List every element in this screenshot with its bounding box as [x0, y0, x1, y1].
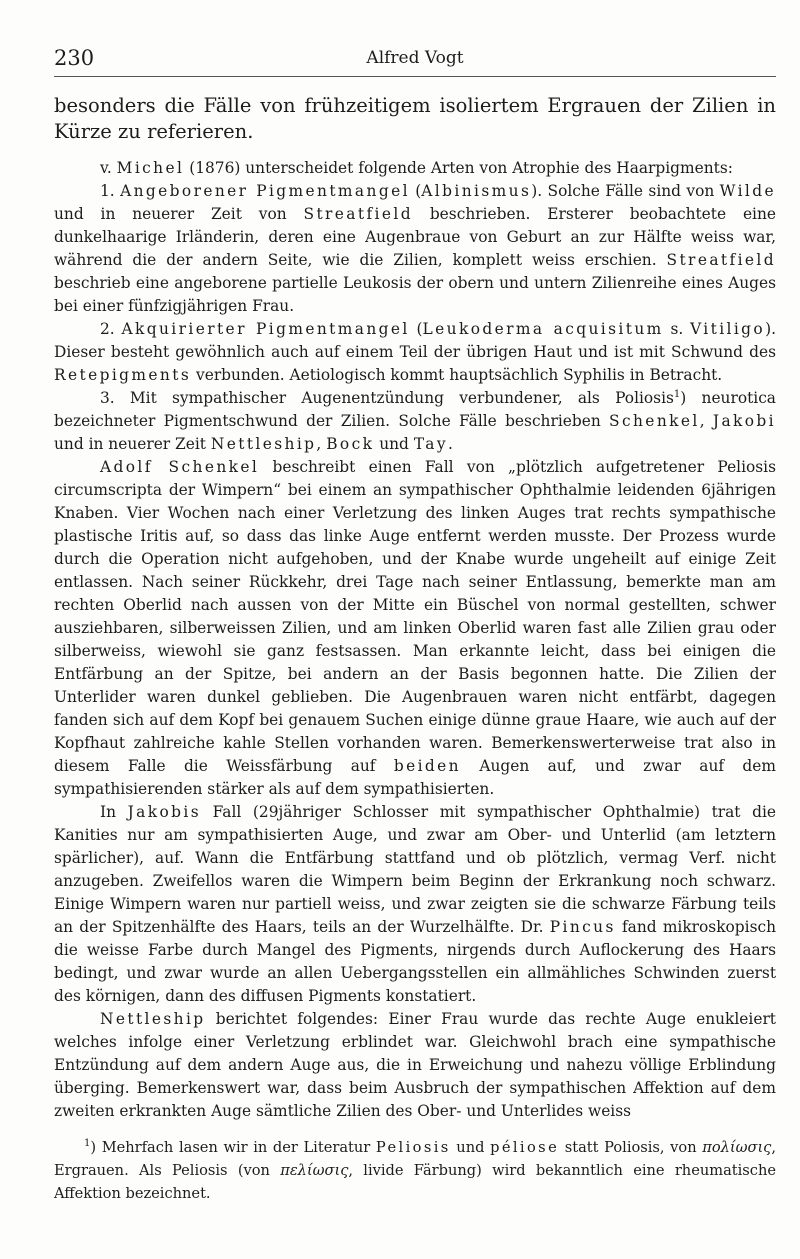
- text-run: (1876) unterscheidet folgende Arten von Atrophie des Haarpigments:: [184, 159, 733, 177]
- greek-word: πολίωσις: [702, 1139, 772, 1156]
- page-number: 230: [54, 46, 95, 70]
- running-head: Alfred Vogt: [366, 48, 464, 68]
- footnote: [54, 1136, 776, 1205]
- spaced-term: beiden: [393, 757, 461, 775]
- text-run: und in neuerer Zeit von: [54, 205, 304, 223]
- text-run: ,: [699, 412, 713, 430]
- text-run: 3. Mit sympathischer Augenentzündung verbundener, als Poliosis: [100, 389, 674, 407]
- spaced-term: Angeborener Pigmentmangel: [120, 182, 410, 200]
- paragraph-acquired: [54, 318, 776, 387]
- text-run: und: [450, 1139, 491, 1156]
- paragraph-jakobi: [54, 801, 776, 1008]
- text-run: In: [100, 803, 128, 821]
- intro-paragraph: besonders die Fälle von frühzeitigem isoliertem Ergrauen der Zilien in Kürze zu referieren.: [54, 94, 776, 143]
- text-run: .: [447, 435, 453, 453]
- author-name: Streatfield: [303, 205, 413, 223]
- author-name: Jakobis: [127, 803, 202, 821]
- text-run: Augen auf, und zwar auf dem sympathisierenden stärker als auf dem sympathisierten.: [54, 757, 776, 798]
- page: [54, 40, 776, 1123]
- spaced-term: Retepigments: [54, 366, 192, 384]
- text-run: s.: [663, 320, 691, 338]
- paragraph-nettleship: [54, 1008, 776, 1123]
- text-run: , livide Färbung) wird bekanntlich eine rheumatische Affektion bezeichnet.: [54, 1162, 776, 1202]
- footnote-marker: 1: [673, 388, 681, 400]
- author-name: Tay: [413, 435, 448, 453]
- text-run: statt Poliosis, von: [559, 1139, 703, 1156]
- text-run: ,: [316, 435, 327, 453]
- paragraph-congenital: [54, 180, 776, 318]
- text-run: ). Dieser besteht gewöhnlich auch auf einem Teil der übrigen Haut und ist mit Schwund des: [54, 320, 777, 361]
- paragraph-sympathetic: [54, 387, 776, 456]
- text-run: (: [409, 182, 422, 200]
- text-run: fand mikroskopisch die weisse Farbe durch Mangel des Pigments, nirgends durch Auflockerung des Haars bedingt, und zwar wurde an allen Uebergangsstellen ein allmähliches Schwinden zuerst des körnigen, dann des diffusen Pigments konstatiert.: [54, 918, 776, 1005]
- text-run: 1.: [100, 182, 121, 200]
- text-run: beschrieben. Ersterer beobachtete eine dunkelhaarige Irländerin, deren eine Augenbraue von Geburt an zur Hälfte weiss war, während die der andern Seite, wie die Zilien, komplett weiss erschien.: [54, 205, 777, 269]
- author-name: Pincus: [549, 918, 616, 936]
- text-run: und in neuerer Zeit: [54, 435, 211, 453]
- body-text: [54, 93, 776, 1123]
- text-run: beschreibt einen Fall von „plötzlich aufgetretener Peliosis circumscripta der Wimpern“ bei einem an sympathischer Ophthalmie leidenden 6jährigen Knaben. Vier Wochen nach einer Verletzung des linken Auges trat rechts sympathische plastische Iritis auf, so dass das linke Auge entfernt werden musste. Der Prozess wurde durch die Operation nicht aufgehoben, und der Knabe wurde ungeheilt auf einige Zeit entlassen. Nach seiner Rückkehr, drei Tage nach seiner Entlassung, bemerkte man am rechten Oberlid nach aussen von der Mitte ein Büschel von normal gestellten, schwer ausziehbaren, silberweissen Zilien, und am linken Oberlid waren fast alle Zilien grau oder silberweiss, wiewohl sie ganz festsassen. Man erkannte leicht, dass bei einigen die Entfärbung an der Spitze, bei andern an der Basis begonnen hatte. Die Zilien der Unterlider waren dunkel geblieben. Die Augenbrauen waren nicht entfärbt, dagegen fanden sich auf dem Kopf bei genauem Suchen einige dünne graue Haare, wie auch auf der Kopfhaut zahlreiche kahle Stellen vorhanden waren. Bemerkenswerterweise trat also in diesem Falle die Weissfärbung auf: [54, 458, 777, 775]
- spaced-term: Albinismus: [421, 182, 532, 200]
- text-run: Fall (29jähriger Schlosser mit sympathischer Ophthalmie) trat die Kanities nur am sympathisierten Auge, und zwar am Ober- und Unterlid (am letztern spärlicher), auf. Wann die Entfärbung stattfand und ob plötzlich, vermag Verf. nicht anzugeben. Zweifellos waren die Wimpern beim Beginn der Erkrankung noch schwarz. Einige Wimpern waren nur partiell weiss, und zwar zeigten sie die schwarze Färbung teils an der Spitzenhälfte des Haars, teils an der Wurzelhälfte. Dr.: [54, 803, 776, 936]
- text-run: ) neurotica bezeichneter Pigmentschwund der Zilien. Solche Fälle beschrieben: [54, 389, 776, 430]
- text-run: beschrieb eine angeborene partielle Leukosis der obern und untern Zilienreihe eines Auges bei einer fünfzigjährigen Frau.: [54, 274, 776, 315]
- author-name: Nettleship: [100, 1010, 206, 1028]
- author-name: Jakobi: [712, 412, 776, 430]
- spaced-term: Akquirierter Pigmentmangel: [121, 320, 410, 338]
- page-header: [54, 40, 776, 77]
- author-name: Nettleship: [210, 435, 317, 453]
- footnote-marker: 1: [84, 1138, 91, 1150]
- greek-word: πελίωσις: [280, 1162, 349, 1179]
- author-name: Schenkel: [609, 412, 700, 430]
- text-run: ) Mehrfach lasen wir in der Literatur: [90, 1139, 376, 1156]
- author-name: Bock: [326, 435, 375, 453]
- spaced-term: Vitiligo: [690, 320, 766, 338]
- text-run: 2.: [100, 320, 122, 338]
- author-name: Michel: [116, 159, 185, 177]
- author-name: Streatfield: [666, 251, 776, 269]
- text-run: v.: [100, 159, 117, 177]
- author-name: Adolf Schenkel: [100, 458, 260, 476]
- text-run: (: [409, 320, 423, 338]
- paragraph-michel: [54, 157, 776, 180]
- text-run: berichtet folgendes: Einer Frau wurde das rechte Auge enukleiert welches infolge einer Verletzung erblindet war. Gleichwohl brach eine sympathische Entzündung auf dem andern Auge aus, die in Erweichung und nahezu völlige Erblindung überging. Bemerkenswert war, dass beim Ausbruch der sympathischen Affektion auf dem zweiten erkrankten Auge sämtliche Zilien des Ober- und Unterlides weiss: [54, 1010, 776, 1120]
- author-name: Wilde: [719, 182, 777, 200]
- spaced-term: Leukoderma acquisitum: [422, 320, 664, 338]
- spaced-term: Peliosis: [375, 1139, 451, 1156]
- text-run: und: [374, 435, 414, 453]
- text-run: , Ergrauen. Als Peliosis (von: [54, 1139, 776, 1179]
- paragraph-schenkel: [54, 456, 776, 801]
- text-run: verbunden. Aetiologisch kommt hauptsächlich Syphilis in Betracht.: [191, 366, 723, 384]
- footnote-text: [54, 1136, 776, 1205]
- spaced-term: péliose: [490, 1139, 560, 1156]
- text-run: ). Solche Fälle sind von: [531, 182, 720, 200]
